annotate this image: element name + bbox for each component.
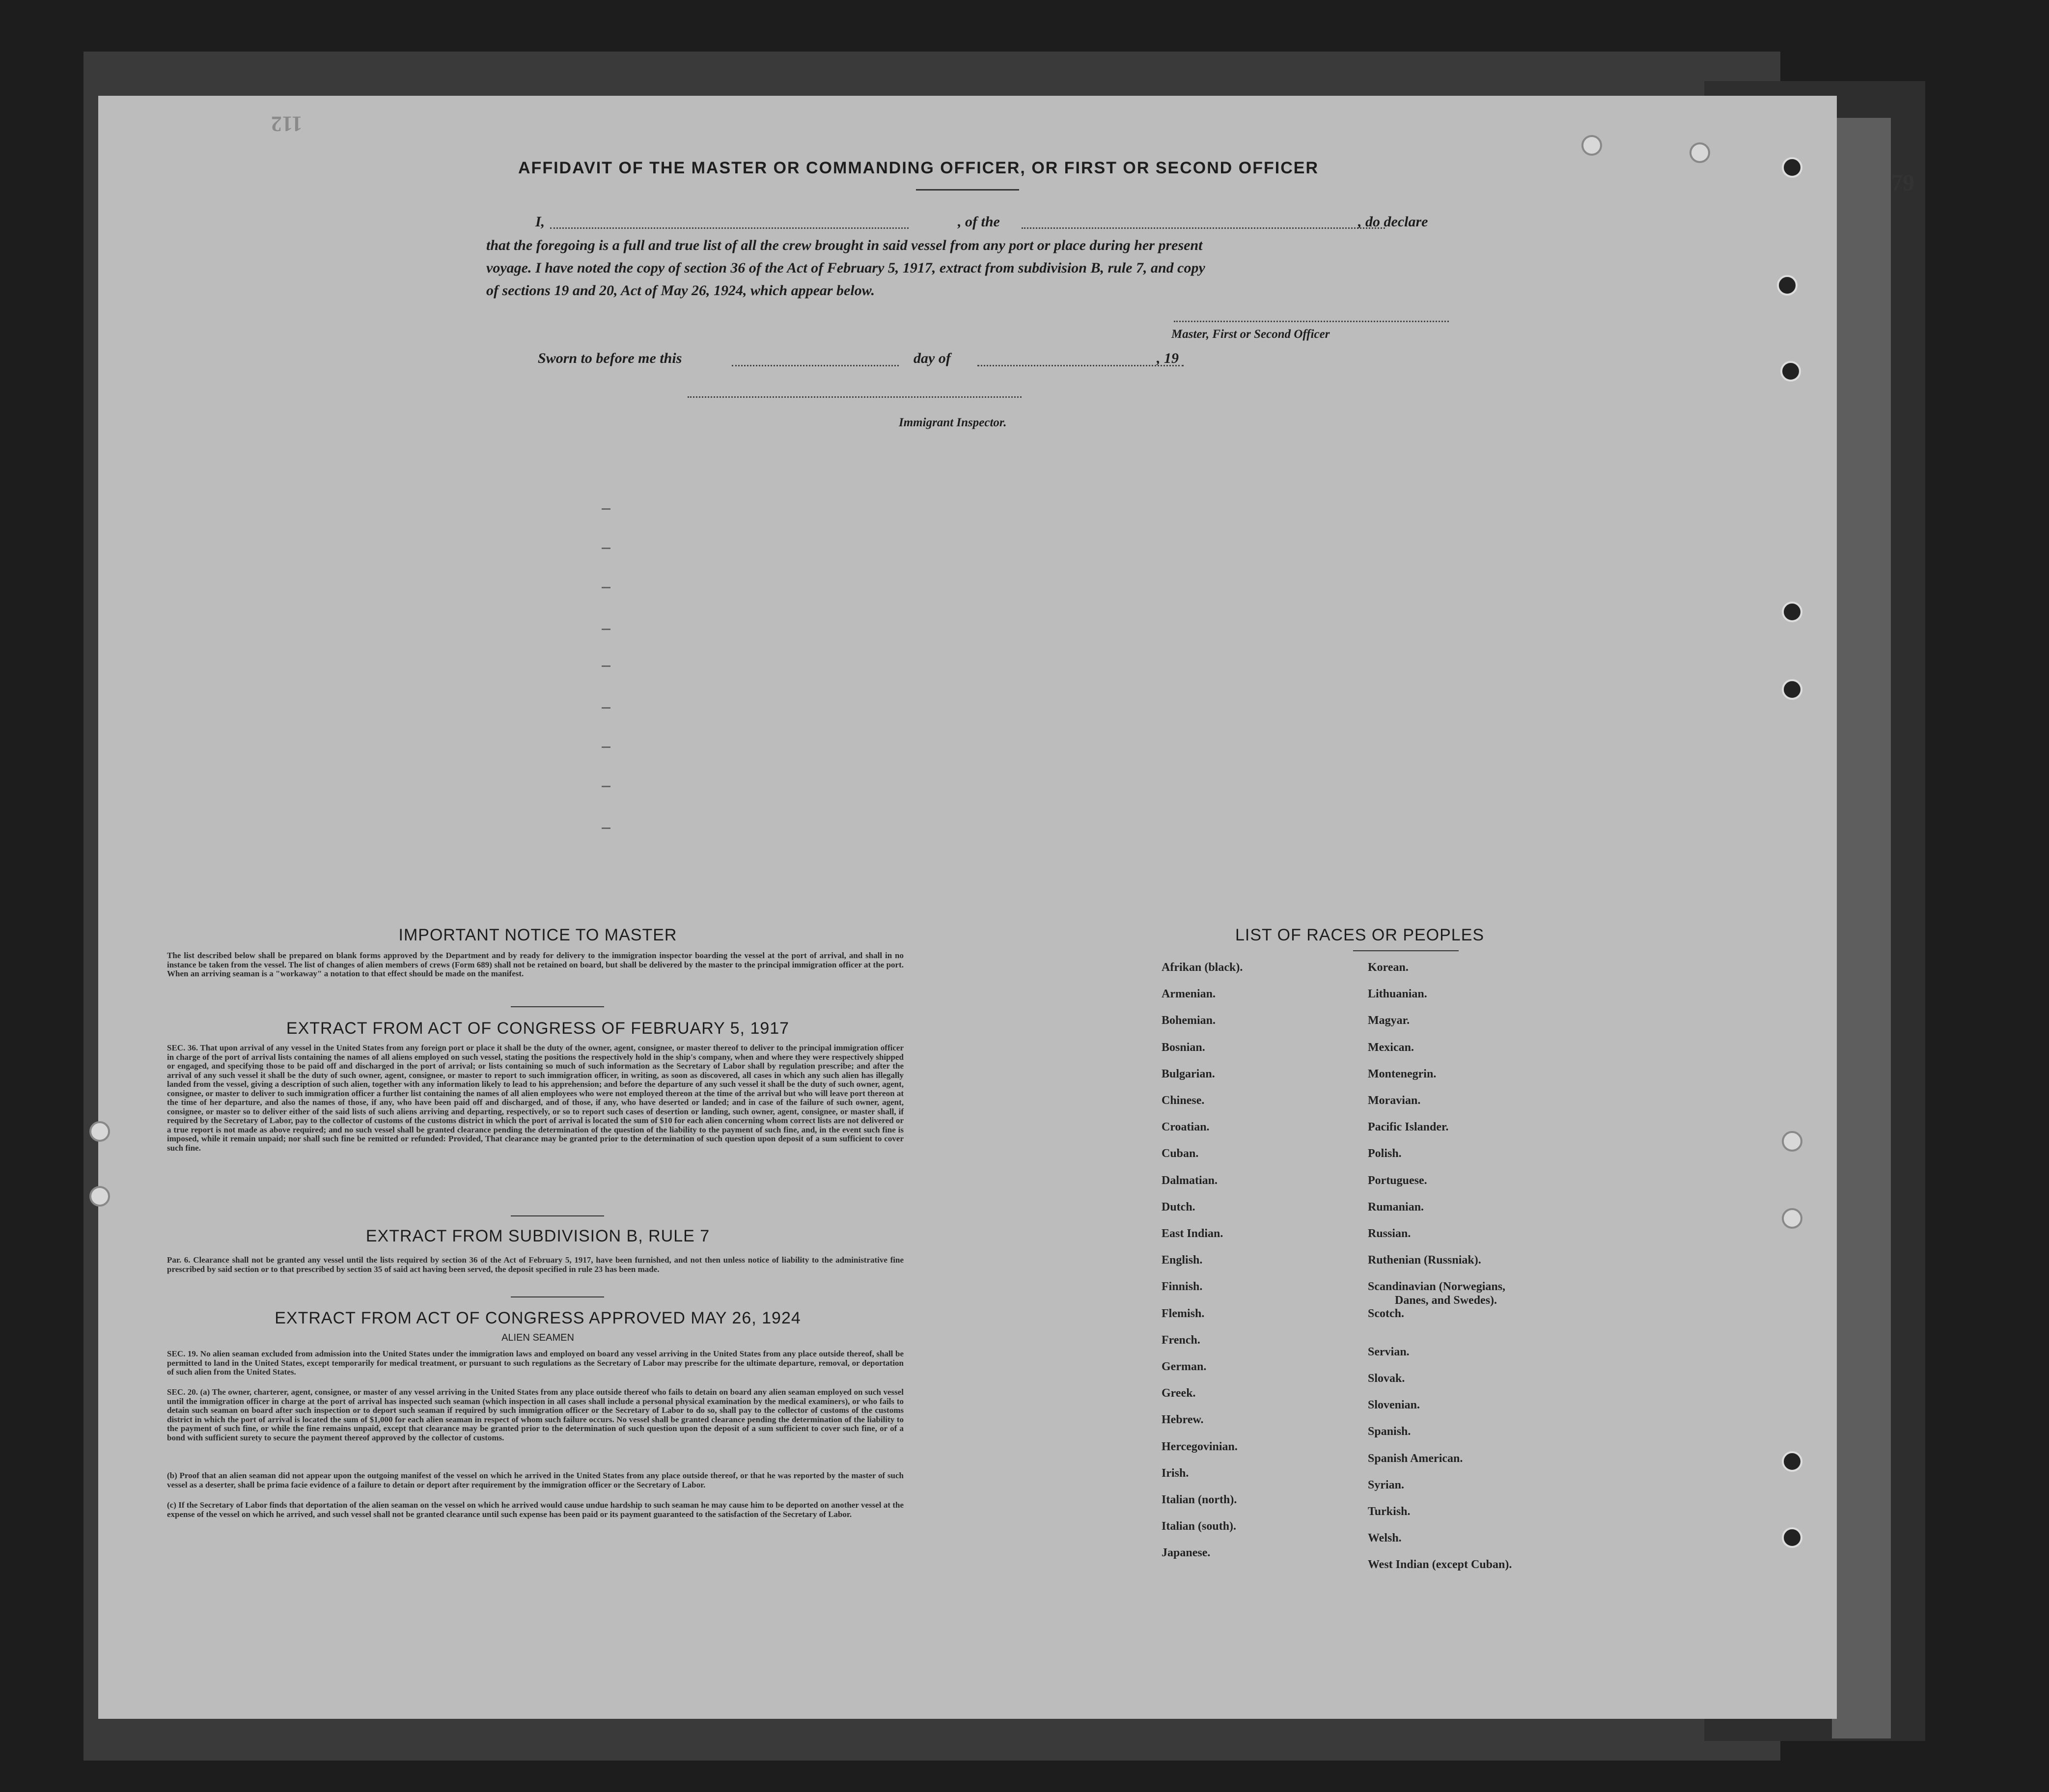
sworn-month-field[interactable] (977, 365, 1184, 366)
race-item: Hercegovinian. (1162, 1440, 1238, 1453)
race-item: Cuban. (1162, 1147, 1199, 1160)
right-page-number: 79 (1891, 170, 1914, 196)
race-item: English. (1162, 1254, 1203, 1267)
faint-mark (602, 827, 610, 829)
race-item: Scotch. (1368, 1307, 1404, 1320)
race-item: Korean. (1368, 961, 1409, 974)
race-item: Bosnian. (1162, 1041, 1205, 1054)
races-title: LIST OF RACES OR PEOPLES (1235, 926, 1485, 944)
race-item: Portuguese. (1368, 1174, 1427, 1187)
race-item: Polish. (1368, 1147, 1402, 1160)
affidavit-line-4: of sections 19 and 20, Act of May 26, 1924, which appear below. (486, 282, 875, 299)
race-item: Danes, and Swedes). (1395, 1294, 1497, 1307)
race-item: Moravian. (1368, 1094, 1421, 1107)
race-item: Dutch. (1162, 1200, 1195, 1213)
notice-title: IMPORTANT NOTICE TO MASTER (398, 926, 677, 944)
officer-signature-field[interactable] (1174, 321, 1449, 322)
punch-hole (1689, 142, 1710, 163)
top-left-number: 112 (271, 112, 303, 136)
divider (511, 1006, 604, 1007)
race-item: Lithuanian. (1368, 988, 1427, 1001)
race-item: Irish. (1162, 1466, 1189, 1480)
sec20b-text: (b) Proof that an alien seaman did not appear upon the outgoing manifest of the vessel on which he arrived in the United States from any place outside thereof, or that he was reported by the master of such vessel as a deserter, shall be prima facie evidence of a failure to detain or deport after requirement by the immigration officer or the Secretary of Labor. (167, 1471, 904, 1489)
race-item: West Indian (except Cuban). (1368, 1558, 1512, 1571)
race-item: Rumanian. (1368, 1200, 1424, 1213)
punch-hole (89, 1121, 110, 1142)
race-item: Finnish. (1162, 1280, 1203, 1294)
faint-mark (602, 548, 610, 549)
race-item: Syrian. (1368, 1478, 1405, 1491)
race-item: Greek. (1162, 1387, 1196, 1400)
page-edge-strip (1832, 118, 1891, 1738)
punch-hole (1782, 1527, 1802, 1548)
race-item: Turkish. (1368, 1505, 1411, 1518)
punch-hole (1782, 157, 1802, 178)
race-item: Slovenian. (1368, 1399, 1420, 1412)
inspector-signature-field[interactable] (688, 396, 1022, 398)
race-item: Italian (north). (1162, 1493, 1237, 1506)
punch-hole (1780, 361, 1801, 382)
affidavit-of-the: , of the (958, 214, 1000, 230)
race-item: Armenian. (1162, 988, 1216, 1001)
vessel-name-field[interactable] (1022, 227, 1385, 229)
punch-hole (1782, 1208, 1802, 1229)
subdivision-text: Par. 6. Clearance shall not be granted any vessel until the lists required by section 36 of the Act of February 5, 1917, have been furnished, and not then unless notice of liability to the administrative fine prescribed by said section or to that prescribed by section 35 of said act having been served, the deposit specified in rule 23 has been made. (167, 1255, 904, 1274)
notice-text: The list described below shall be prepared on blank forms approved by the Department and by ready for delivery to the immigration inspector boarding the vessel at the port of arrival, and shall in no instance be taken from the vessel. The list of changes of alien members of crews (Form 689) shall not be retained on board, but shall be delivered by the master to the principal immigration officer at the port. When an arriving seaman is a "workaway" a notation to that effect should be made on the manifest. (167, 951, 904, 978)
year-label: , 19 (1157, 350, 1179, 366)
punch-hole (1777, 275, 1798, 296)
sec19-text: SEC. 19. No alien seaman excluded from admission into the United States under the immigration laws and employed on board any vessel arriving in the United States from any place outside thereof, shall be permitted to land in the United States, except temporarily for medical treatment, or pursuant to such regulations as the Secretary of Labor may prescribe for the ultimate departure, removal, or deportation of such alien from the United States. (167, 1349, 904, 1377)
race-item: Mexican. (1368, 1041, 1414, 1054)
race-item: Pacific Islander. (1368, 1121, 1449, 1134)
race-item: German. (1162, 1360, 1207, 1373)
race-item: Scandinavian (Norwegians, (1368, 1280, 1506, 1294)
race-item: Spanish. (1368, 1425, 1411, 1438)
race-item: Dalmatian. (1162, 1174, 1218, 1187)
day-of-label: day of (914, 350, 951, 366)
race-item: Japanese. (1162, 1546, 1211, 1560)
officer-label: Master, First or Second Officer (1171, 328, 1330, 341)
affidavit-title: AFFIDAVIT OF THE MASTER OR COMMANDING OFFICER, OR FIRST OR SECOND OFFICER (518, 159, 1319, 177)
faint-mark (602, 629, 610, 630)
affidavit-i: I, (535, 214, 545, 230)
affidavit-declare: , do declare (1358, 214, 1428, 230)
race-item: Ruthenian (Russniak). (1368, 1254, 1481, 1267)
faint-mark (602, 508, 610, 510)
title-underline (916, 189, 1019, 191)
extract-1924-subtitle: ALIEN SEAMEN (501, 1332, 574, 1343)
race-item: Bohemian. (1162, 1014, 1216, 1027)
subdivision-title: EXTRACT FROM SUBDIVISION B, RULE 7 (365, 1227, 710, 1245)
extract-1917-title: EXTRACT FROM ACT OF CONGRESS OF FEBRUARY 5, 1917 (286, 1019, 790, 1038)
document-page (98, 96, 1837, 1719)
sec20c-text: (c) If the Secretary of Labor finds that deportation of the alien seaman on the vessel on which he arrived would cause undue hardship to such seaman he may cause him to be deported on another vessel at the expense of the vessel on which he arrived, and such vessel shall not be granted clearance until such expense has been paid or its payment guaranteed to the satisfaction of the Secretary of Labor. (167, 1500, 904, 1519)
faint-mark (602, 665, 610, 667)
race-item: Montenegrin. (1368, 1067, 1437, 1080)
race-item: French. (1162, 1333, 1200, 1347)
race-item: Croatian. (1162, 1121, 1210, 1134)
race-item: Slovak. (1368, 1372, 1405, 1385)
race-item: Italian (south). (1162, 1520, 1237, 1533)
race-item: Spanish American. (1368, 1452, 1463, 1465)
faint-mark (602, 707, 610, 709)
punch-hole (1782, 1451, 1802, 1472)
master-name-field[interactable] (550, 227, 909, 229)
sec20a-text: SEC. 20. (a) The owner, charterer, agent, consignee, or master of any vessel arriving in the United States from any place outside thereof who fails to detain on board any alien seaman employed on such vessel until the immigration officer in charge at the port of arrival has inspected such seaman (which inspection in all cases shall include a personal physical examination by the medical examiners), or who fails to detain such seaman on board after such inspection or to deport such seaman if required by such immigration officer or the Secretary of Labor to do so, shall pay to the collector of customs of the customs district in which the port of arrival is located the sum of $1,000 for each alien seaman in respect of whom such failure occurs. No vessel shall be granted clearance pending the determination of the liability to the payment of such fine, or while the fine remains unpaid, except that clearance may be granted prior to the determination of such question upon the deposit of a sum sufficient to cover such fine, or of a bond with sufficient surety to secure the payment thereof approved by the collector of customs. (167, 1387, 904, 1442)
inspector-label: Immigrant Inspector. (899, 416, 1007, 429)
race-item: Afrikan (black). (1162, 961, 1243, 974)
race-item: Hebrew. (1162, 1413, 1204, 1427)
race-item: Russian. (1368, 1227, 1411, 1240)
race-item: Bulgarian. (1162, 1067, 1215, 1080)
sworn-day-field[interactable] (732, 365, 899, 366)
sworn-label: Sworn to before me this (538, 350, 682, 366)
affidavit-line-2: that the foregoing is a full and true list of all the crew brought in said vessel from any port or place during her present (486, 237, 1203, 253)
divider (511, 1296, 604, 1297)
punch-hole (1782, 602, 1802, 622)
affidavit-line-3: voyage. I have noted the copy of section 36 of the Act of February 5, 1917, extract from subdivision B, rule 7, and copy (486, 260, 1205, 276)
faint-mark (602, 746, 610, 748)
extract-1917-text: SEC. 36. That upon arrival of any vessel in the United States from any foreign port or place it shall be the duty of the owner, agent, consignee, or master thereof to deliver to the principal immigration officer in charge of the port of arrival lists containing the names of all aliens employed on such vessel, stating the positions the respectively hold in the ship's company, when and where they were respectively shipped or engaged, and specifying those to be paid off and discharged in the port of arrival; or lists containing so much of such information as the Secretary of Labor shall by regulation prescribe; and after the arrival of any such vessel it shall be the duty of such owner, agent, consignee, or master to report to such immigration officer, in writing, as soon as discovered, all cases in which any such alien has illegally landed from the vessel, giving a description of such alien, together with any information likely to lead to his apprehension; and before the departure of any such vessel it shall be the duty of such owner, agent, consignee, or master to deliver to such immigration officer a further list containing the names of all alien employees who were not employed thereon at the time of the arrival but who will leave port thereon at the time of her departure, and also the names of those, if any, who have been paid off and discharged, and of those, if any, who have deserted or landed; and in case of the failure of such owner, agent, consignee, or master so to deliver either of the said lists of such aliens arriving and departing, respectively, or so to report such cases of desertion or landing, such owner, agent, consignee, or master shall, if required by the Secretary of Labor, pay to the collector of customs of the customs district in which the port of arrival is located the sum of $10 for each alien concerning whom correct lists are not delivered or a true report is not made as above required; and no such vessel shall be granted clearance pending the determination of the question of the liability to the payment of such fine, and, in the event such fine is imposed, while it remain unpaid; nor shall such fine be remitted or refunded: Provided, That clearance may be granted prior to the determination of such question upon deposit of a sum sufficient to cover such fine. (167, 1043, 904, 1153)
divider (511, 1215, 604, 1216)
races-underline (1353, 950, 1459, 951)
race-item: Chinese. (1162, 1094, 1205, 1107)
extract-1924-title: EXTRACT FROM ACT OF CONGRESS APPROVED MAY 26, 1924 (275, 1309, 801, 1327)
race-item: Servian. (1368, 1345, 1410, 1358)
punch-hole (1782, 679, 1802, 700)
faint-mark (602, 587, 610, 588)
race-item: East Indian. (1162, 1227, 1223, 1240)
punch-hole (89, 1186, 110, 1207)
race-item: Welsh. (1368, 1532, 1402, 1545)
race-item: Flemish. (1162, 1307, 1205, 1320)
punch-hole (1782, 1131, 1802, 1152)
punch-hole (1581, 135, 1602, 156)
race-item: Magyar. (1368, 1014, 1410, 1027)
faint-mark (602, 786, 610, 787)
